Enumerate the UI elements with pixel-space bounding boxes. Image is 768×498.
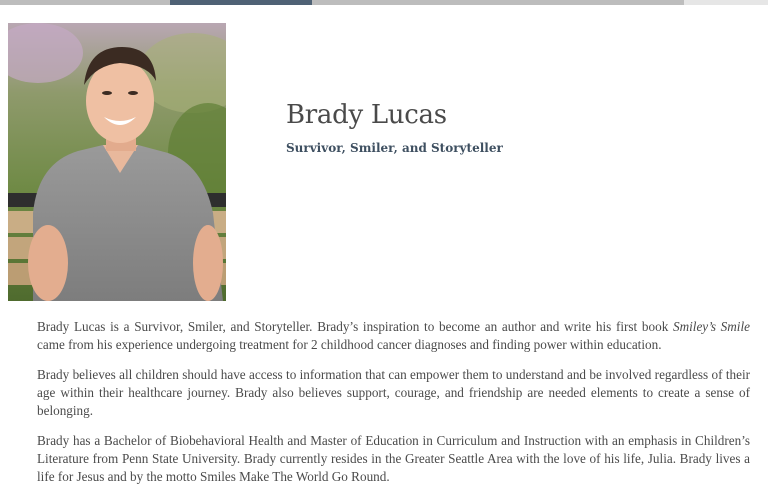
bio-paragraph-3: Brady has a Bachelor of Biobehavioral Health and Master of Education in Curriculum and Instruction with an emphasis in Children’s Literature from Penn State University. Brady currently resides in the Greater Seattle Area with the love of his life, Julia. Brady lives a life for Jesus and by the motto Smiles Make The World Go Round. <box>37 433 750 484</box>
tab-indicator-active[interactable] <box>170 0 312 5</box>
bio-section <box>37 318 750 498</box>
top-tab-bar <box>0 0 768 5</box>
tab-indicator-5[interactable] <box>684 0 768 5</box>
profile-photo <box>8 23 226 301</box>
bio-paragraph-2: Brady believes all children should have access to information that can empower them to understand and be involved regardless of their age within their healthcare journey. Brady also believes support, courage, and friendship are needed elements to create a sense of belonging. <box>37 367 750 418</box>
profile-tagline: Survivor, Smiler, and Storyteller <box>286 141 503 155</box>
bio-paragraph-1-text-end: came from his experience undergoing treatment for 2 childhood cancer diagnoses and finding power within education. <box>37 337 662 352</box>
tab-indicator-4[interactable] <box>477 0 684 5</box>
profile-photo-image <box>8 23 226 301</box>
tab-indicator-1[interactable] <box>0 0 170 5</box>
bio-paragraph-1-text: Brady Lucas is a Survivor, Smiler, and Storyteller. Brady’s inspiration to become an author and write his first book <box>37 319 673 334</box>
profile-name: Brady Lucas <box>286 100 447 130</box>
tab-indicator-3[interactable] <box>312 0 477 5</box>
bio-paragraph-1 <box>37 318 750 354</box>
book-title: Smiley’s Smile <box>673 319 750 334</box>
